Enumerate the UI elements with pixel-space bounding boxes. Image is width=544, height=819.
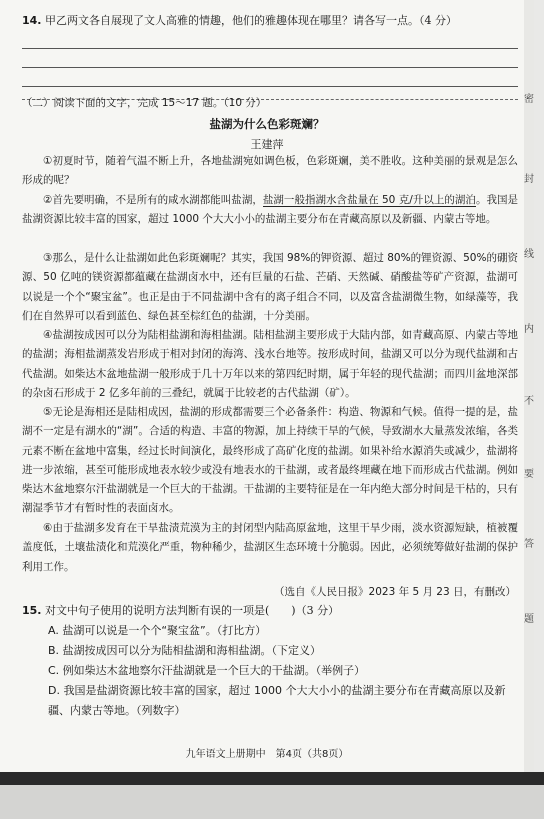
binding-char: 线 (524, 249, 534, 260)
binding-margin (524, 0, 534, 772)
binding-char: 封 (524, 174, 534, 185)
binding-char: 要 (524, 469, 534, 480)
page-footer: 九年语文上册期中 第4页（共8页） (185, 749, 349, 760)
question-15-text: 对文中句子使用的说明方法判断有误的一项是( )（3 分） (45, 604, 340, 617)
question-14-number: 14. (22, 14, 42, 27)
binding-char: 密 (524, 94, 534, 105)
article-source: （选自《人民日报》2023 年 5 月 23 日，有删改） (274, 586, 516, 598)
section-heading: （二）阅读下面的文字，完成 15～17 题。（10 分） (22, 97, 267, 109)
option-c: C. 例如柴达木盆地察尔汗盐湖就是一个巨大的干盐湖。（举例子） (48, 664, 366, 677)
article-title: 盐湖为什么色彩斑斓？ (209, 117, 325, 131)
option-b: B. 盐湖按成因可以分为陆相盐湖和海相盐湖。（下定义） (48, 644, 322, 657)
question-15-number: 15. (22, 604, 42, 617)
paragraph-5: ⑤无论是海相还是陆相成因，盐湖的形成都需要三个必备条件：构造、物源和气候。值得一提的是，盐湖不一定是有湖水的“湖”。合适的构造、丰富的物源，加上持续干旱的气候，导致湖水大量蒸发浓缩，各类元素不断在盆地中富集，经过长时间演化，最终形成了高矿化度的盐湖。如果补给水源消失或减少，盐湖将进一步浓缩，甚至可能形成地表水较少或没有地表水的干盐湖，或者最终埋藏在地下而形成古代盐湖。例如柴达木盆地察尔汗盐湖就是一个巨大的干盐湖。干盐湖的主要特征是在一年内绝大部分时间是干枯的，只有潮湿季节才有暂时性的表面卤水。 (22, 406, 518, 515)
paragraph-2 (22, 191, 518, 230)
question-14-text: 甲乙两文各自展现了文人高雅的情趣，他们的雅趣体现在哪里？请各写一点。（4 分） (45, 14, 457, 27)
answer-line-2 (22, 67, 518, 68)
paragraph-2-end: 。我国是盐湖资源比较丰富的国家，超过 1000 个大大小小的盐湖主要分布在青藏高原以及新疆、内蒙古等地。 (22, 194, 519, 226)
binding-char: 答 (524, 539, 534, 550)
option-d: D. 我国是盐湖资源比较丰富的国家，超过 1000 个大大小小的盐湖主要分布在青藏高原以及新疆、内蒙古等地。（列数字） (48, 684, 506, 717)
paragraph-2-start: ②首先要明确，不是所有的咸水湖都能叫盐湖， (43, 194, 263, 206)
answer-line-1 (22, 48, 518, 49)
article-author: 王建萍 (250, 138, 284, 151)
question-15 (22, 604, 339, 618)
question-14 (22, 14, 457, 28)
scan-shadow-band (0, 772, 544, 785)
scan-background (0, 785, 544, 819)
paragraph-3: ③那么，是什么让盐湖如此色彩斑斓呢？其实，我国 98%的钾资源、超过 80%的锂资源、50%的硼资源、50 亿吨的镁资源都蕴藏在盐湖卤水中，还有巨量的石盐、芒硝、天然碱、硝酸盐等矿产资源，盐湖可以说是一个个“聚宝盆”。也正是由于不同盐湖中含有的离子组合不同，以及富含盐湖微生物，如绿藻等，我们在自然界可以看到蓝色、绿色甚至棕红色的盐湖，十分美丽。 (22, 252, 518, 322)
underlined-definition: 盐湖一般指湖水含盐量在 50 克/升以上的湖泊 (262, 194, 476, 206)
binding-char: 内 (524, 324, 534, 335)
paragraph-6: ⑥由于盐湖多发育在干旱盐渍荒漠为主的封闭型内陆高原盆地，这里干旱少雨，淡水资源短缺，植被覆盖度低，土壤盐渍化和荒漠化严重，物种稀少，盐湖区生态环境十分脆弱。因此，必须统筹做好盐湖的保护利用工作。 (22, 522, 518, 573)
binding-char: 题 (524, 614, 534, 625)
answer-line-3 (22, 86, 518, 87)
paragraph-4: ④盐湖按成因可以分为陆相盐湖和海相盐湖。陆相盐湖主要形成于大陆内部，如青藏高原、内蒙古等地的盐湖；海相盐湖蒸发岩形成于相对封闭的海湾、浅水台地等。按形成时间，盐湖又可以分为现代盐湖和古代盐湖。如柴达木盆地盐湖一般形成于几十万年以来的第四纪时期，属于年轻的现代盐湖；而四川盆地深部的杂卤石形成于 2 亿多年前的三叠纪，就属于比较老的古代盐湖（矿）。 (22, 329, 518, 399)
option-a: A. 盐湖可以说是一个个“聚宝盆”。（打比方） (48, 624, 267, 637)
binding-char: 不 (524, 396, 534, 407)
paragraph-1: ①初夏时节，随着气温不断上升，各地盐湖宛如调色板，色彩斑斓，美不胜收。这种美丽的景观是怎么形成的呢？ (22, 155, 518, 187)
